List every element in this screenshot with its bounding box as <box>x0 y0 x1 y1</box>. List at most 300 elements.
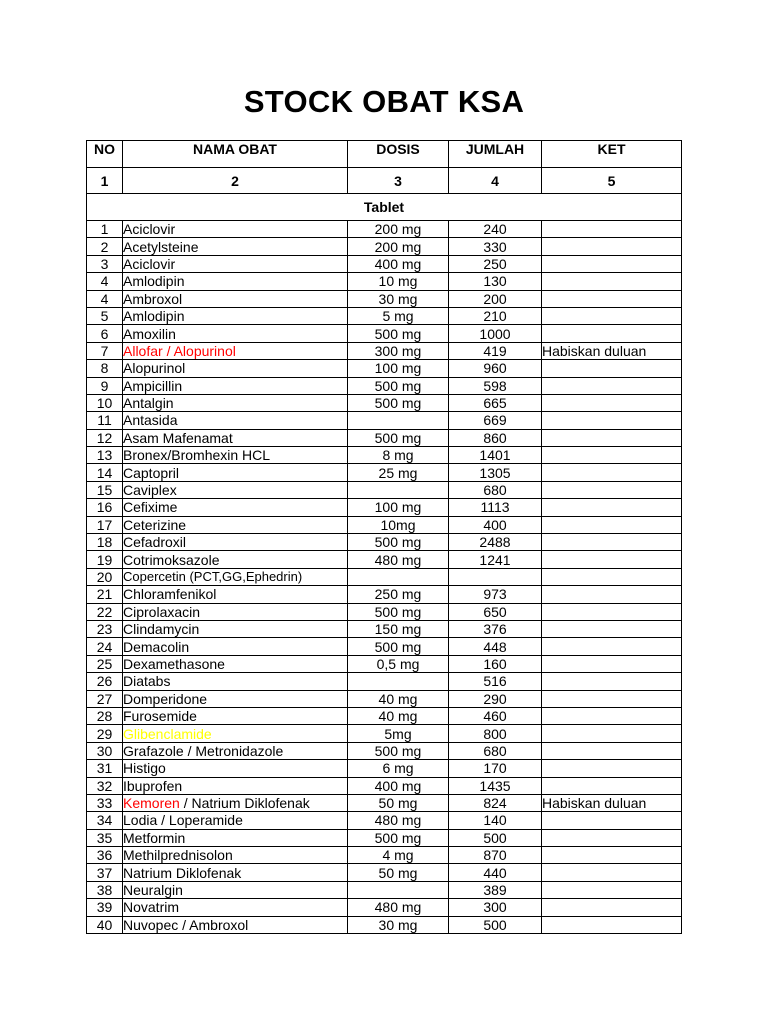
row-number: 16 <box>87 499 123 516</box>
medicine-name-text: Natrium Diklofenak <box>123 864 242 881</box>
medicine-name-text: Bronex/Bromhexin HCL <box>123 447 271 464</box>
dosage: 500 mg <box>348 377 449 394</box>
table-row <box>87 499 682 516</box>
dosage: 30 mg <box>348 916 449 933</box>
table-row <box>87 412 682 429</box>
note <box>542 499 682 516</box>
dosage: 500 mg <box>348 638 449 655</box>
quantity: 1000 <box>449 325 542 342</box>
dosage: 500 mg <box>348 742 449 759</box>
table-row <box>87 760 682 777</box>
dosage: 200 mg <box>348 221 449 238</box>
table-row <box>87 360 682 377</box>
medicine-name-text: Alopurinol <box>123 360 186 377</box>
medicine-name <box>123 499 348 516</box>
medicine-name <box>123 447 348 464</box>
medicine-name <box>123 534 348 551</box>
medicine-name <box>123 847 348 864</box>
note <box>542 481 682 498</box>
quantity: 800 <box>449 725 542 742</box>
note <box>542 325 682 342</box>
column-number: 4 <box>449 168 542 194</box>
note <box>542 742 682 759</box>
medicine-name-text: Clindamycin <box>123 621 200 638</box>
quantity: 960 <box>449 360 542 377</box>
note <box>542 534 682 551</box>
quantity: 170 <box>449 760 542 777</box>
table-row <box>87 551 682 568</box>
medicine-name <box>123 516 348 533</box>
row-number: 34 <box>87 812 123 829</box>
medicine-name <box>123 464 348 481</box>
quantity: 598 <box>449 377 542 394</box>
medicine-name <box>123 620 348 637</box>
header-jumlah: JUMLAH <box>449 141 542 168</box>
medicine-name <box>123 655 348 672</box>
medicine-name-text: Aciclovir <box>123 221 176 238</box>
medicine-name <box>123 377 348 394</box>
quantity: 240 <box>449 221 542 238</box>
note <box>542 777 682 794</box>
row-number: 5 <box>87 307 123 324</box>
table-row <box>87 586 682 603</box>
medicine-name <box>123 325 348 342</box>
medicine-name <box>123 707 348 724</box>
medicine-name-text: Copercetin (PCT,GG,Ephedrin) <box>123 569 303 584</box>
quantity: 500 <box>449 916 542 933</box>
quantity: 680 <box>449 481 542 498</box>
dosage: 480 mg <box>348 812 449 829</box>
medicine-name-text: Furosemide <box>123 708 197 725</box>
dosage: 500 mg <box>348 429 449 446</box>
row-number: 38 <box>87 881 123 898</box>
medicine-name-text: Acetylsteine <box>123 238 199 255</box>
medicine-name <box>123 290 348 307</box>
table-row <box>87 255 682 272</box>
section-label: Tablet <box>87 194 682 221</box>
column-number: 5 <box>542 168 682 194</box>
row-number: 7 <box>87 342 123 359</box>
note <box>542 586 682 603</box>
medicine-name-text: Cotrimoksazole <box>123 551 220 568</box>
row-number: 31 <box>87 760 123 777</box>
row-number: 37 <box>87 864 123 881</box>
quantity: 376 <box>449 620 542 637</box>
quantity: 389 <box>449 881 542 898</box>
medicine-name-text: Methilprednisolon <box>123 847 233 864</box>
medicine-name <box>123 916 348 933</box>
dosage: 30 mg <box>348 290 449 307</box>
table-row <box>87 290 682 307</box>
table-row <box>87 516 682 533</box>
quantity: 210 <box>449 307 542 324</box>
medicine-name-text: Antalgin <box>123 395 174 412</box>
quantity: 860 <box>449 429 542 446</box>
row-number: 23 <box>87 620 123 637</box>
medicine-name-text: Histigo <box>123 760 166 777</box>
row-number: 15 <box>87 481 123 498</box>
medicine-name <box>123 899 348 916</box>
dosage: 5 mg <box>348 307 449 324</box>
row-number: 14 <box>87 464 123 481</box>
header-row <box>87 141 682 168</box>
header-ket: KET <box>542 141 682 168</box>
dosage: 4 mg <box>348 847 449 864</box>
dosage: 25 mg <box>348 464 449 481</box>
dosage: 50 mg <box>348 864 449 881</box>
medicine-name-text: Caviplex <box>123 482 177 499</box>
medicine-name <box>123 812 348 829</box>
row-number: 10 <box>87 394 123 411</box>
note <box>542 551 682 568</box>
quantity: 419 <box>449 342 542 359</box>
table-row <box>87 603 682 620</box>
row-number: 1 <box>87 221 123 238</box>
row-number: 19 <box>87 551 123 568</box>
medicine-name <box>123 238 348 255</box>
dosage: 500 mg <box>348 829 449 846</box>
dosage: 400 mg <box>348 255 449 272</box>
medicine-name-text: Glibenclamide <box>123 725 212 742</box>
dosage: 500 mg <box>348 534 449 551</box>
table-row <box>87 742 682 759</box>
note <box>542 273 682 290</box>
medicine-name-text: Ceterizine <box>123 516 187 533</box>
medicine-name <box>123 829 348 846</box>
table-row <box>87 916 682 933</box>
row-number: 4 <box>87 290 123 307</box>
medicine-name <box>123 429 348 446</box>
medicine-name-text: Neuralgin <box>123 882 183 899</box>
row-number: 33 <box>87 794 123 811</box>
quantity: 448 <box>449 638 542 655</box>
quantity <box>449 568 542 585</box>
dosage <box>348 481 449 498</box>
note: Habiskan duluan <box>542 342 682 359</box>
quantity: 500 <box>449 829 542 846</box>
medicine-name-text: Amlodipin <box>123 308 185 325</box>
dosage: 500 mg <box>348 603 449 620</box>
quantity: 250 <box>449 255 542 272</box>
medicine-name-text: Chloramfenikol <box>123 586 217 603</box>
note <box>542 412 682 429</box>
medicine-name <box>123 360 348 377</box>
quantity: 290 <box>449 690 542 707</box>
table-body <box>87 194 682 934</box>
dosage: 300 mg <box>348 342 449 359</box>
medicine-name <box>123 273 348 290</box>
medicine-name <box>123 638 348 655</box>
medicine-name <box>123 673 348 690</box>
note <box>542 881 682 898</box>
medicine-name-text: Cefadroxil <box>123 534 187 551</box>
quantity: 1401 <box>449 447 542 464</box>
quantity: 400 <box>449 516 542 533</box>
note: Habiskan duluan <box>542 794 682 811</box>
medicine-name-text: Diatabs <box>123 673 171 690</box>
medicine-name-text: Ciprolaxacin <box>123 603 201 620</box>
page-title: STOCK OBAT KSA <box>243 84 525 119</box>
medicine-name <box>123 568 348 585</box>
medicine-name <box>123 342 348 359</box>
row-number: 2 <box>87 238 123 255</box>
table-row <box>87 394 682 411</box>
table-row <box>87 707 682 724</box>
dosage: 480 mg <box>348 899 449 916</box>
row-number: 26 <box>87 673 123 690</box>
note <box>542 238 682 255</box>
header-nama-obat: NAMA OBAT <box>123 141 348 168</box>
dosage: 480 mg <box>348 551 449 568</box>
medicine-name-text: Asam Mafenamat <box>123 429 233 446</box>
medicine-name <box>123 742 348 759</box>
quantity: 460 <box>449 707 542 724</box>
dosage: 400 mg <box>348 777 449 794</box>
medicine-name-text: Ambroxol <box>123 290 183 307</box>
row-number: 39 <box>87 899 123 916</box>
row-number: 21 <box>87 586 123 603</box>
dosage: 100 mg <box>348 360 449 377</box>
quantity: 1113 <box>449 499 542 516</box>
dosage: 5mg <box>348 725 449 742</box>
row-number: 30 <box>87 742 123 759</box>
note <box>542 638 682 655</box>
medicine-name-text: Amoxilin <box>123 325 176 342</box>
quantity: 200 <box>449 290 542 307</box>
note <box>542 603 682 620</box>
medicine-name-text: Dexamethasone <box>123 655 225 672</box>
medicine-name-text: Lodia / Loperamide <box>123 812 243 829</box>
medicine-name <box>123 690 348 707</box>
table-row <box>87 238 682 255</box>
quantity: 140 <box>449 812 542 829</box>
medicine-name <box>123 481 348 498</box>
quantity: 2488 <box>449 534 542 551</box>
table-row <box>87 221 682 238</box>
quantity: 516 <box>449 673 542 690</box>
medicine-name <box>123 725 348 742</box>
row-number: 28 <box>87 707 123 724</box>
dosage: 10mg <box>348 516 449 533</box>
medicine-name <box>123 586 348 603</box>
medicine-name <box>123 777 348 794</box>
note <box>542 760 682 777</box>
medicine-name-text: Cefixime <box>123 499 178 516</box>
note <box>542 655 682 672</box>
dosage: 100 mg <box>348 499 449 516</box>
note <box>542 864 682 881</box>
row-number: 6 <box>87 325 123 342</box>
dosage <box>348 673 449 690</box>
dosage: 50 mg <box>348 794 449 811</box>
quantity: 824 <box>449 794 542 811</box>
table-row <box>87 899 682 916</box>
medicine-name <box>123 551 348 568</box>
table-row <box>87 655 682 672</box>
row-number: 25 <box>87 655 123 672</box>
column-number: 1 <box>87 168 123 194</box>
quantity: 1241 <box>449 551 542 568</box>
table-row <box>87 307 682 324</box>
note <box>542 568 682 585</box>
table-row <box>87 534 682 551</box>
medicine-name-text: Ibuprofen <box>123 777 183 794</box>
medicine-name <box>123 760 348 777</box>
medicine-name <box>123 394 348 411</box>
table-row <box>87 864 682 881</box>
dosage: 0,5 mg <box>348 655 449 672</box>
note <box>542 673 682 690</box>
table-row <box>87 464 682 481</box>
medicine-name <box>123 881 348 898</box>
note <box>542 516 682 533</box>
medicine-name-text: Metformin <box>123 829 186 846</box>
note <box>542 307 682 324</box>
quantity: 973 <box>449 586 542 603</box>
note <box>542 429 682 446</box>
table-row <box>87 377 682 394</box>
dosage <box>348 568 449 585</box>
medicine-name-text: Nuvopec / Ambroxol <box>123 916 249 933</box>
quantity: 650 <box>449 603 542 620</box>
table-row <box>87 794 682 811</box>
note <box>542 394 682 411</box>
note <box>542 290 682 307</box>
header-dosis: DOSIS <box>348 141 449 168</box>
section-row <box>87 194 682 221</box>
row-number: 24 <box>87 638 123 655</box>
medicine-name-text: Captopril <box>123 464 180 481</box>
column-number: 2 <box>123 168 348 194</box>
row-number: 4 <box>87 273 123 290</box>
row-number: 40 <box>87 916 123 933</box>
medicine-name <box>123 412 348 429</box>
column-number-row <box>87 168 682 194</box>
row-number: 11 <box>87 412 123 429</box>
table-row <box>87 638 682 655</box>
dosage: 8 mg <box>348 447 449 464</box>
medicine-name-text: Antasida <box>123 412 178 429</box>
note <box>542 360 682 377</box>
medicine-name <box>123 603 348 620</box>
medicine-name <box>123 794 348 811</box>
note <box>542 464 682 481</box>
table-row <box>87 568 682 585</box>
dosage: 40 mg <box>348 707 449 724</box>
note <box>542 707 682 724</box>
note <box>542 916 682 933</box>
row-number: 3 <box>87 255 123 272</box>
row-number: 12 <box>87 429 123 446</box>
table-row <box>87 673 682 690</box>
quantity: 330 <box>449 238 542 255</box>
row-number: 9 <box>87 377 123 394</box>
medicine-name-text: Amlodipin <box>123 273 185 290</box>
quantity: 1305 <box>449 464 542 481</box>
table-row <box>87 273 682 290</box>
table-row <box>87 481 682 498</box>
dosage: 500 mg <box>348 325 449 342</box>
quantity: 300 <box>449 899 542 916</box>
row-number: 32 <box>87 777 123 794</box>
table-row <box>87 725 682 742</box>
note <box>542 829 682 846</box>
table-row <box>87 342 682 359</box>
row-number: 27 <box>87 690 123 707</box>
table-row <box>87 812 682 829</box>
row-number: 35 <box>87 829 123 846</box>
dosage: 500 mg <box>348 394 449 411</box>
quantity: 669 <box>449 412 542 429</box>
dosage: 40 mg <box>348 690 449 707</box>
quantity: 680 <box>449 742 542 759</box>
medicine-name-text: Allofar / Alopurinol <box>123 342 236 359</box>
medicine-name-text: Domperidone <box>123 690 208 707</box>
dosage: 200 mg <box>348 238 449 255</box>
dosage <box>348 412 449 429</box>
quantity: 130 <box>449 273 542 290</box>
note <box>542 620 682 637</box>
row-number: 22 <box>87 603 123 620</box>
table-row <box>87 429 682 446</box>
table-row <box>87 447 682 464</box>
quantity: 1435 <box>449 777 542 794</box>
row-number: 20 <box>87 568 123 585</box>
note <box>542 899 682 916</box>
dosage: 150 mg <box>348 620 449 637</box>
note <box>542 725 682 742</box>
row-number: 13 <box>87 447 123 464</box>
header-no: NO <box>87 141 123 168</box>
row-number: 17 <box>87 516 123 533</box>
quantity: 870 <box>449 847 542 864</box>
medicine-name-rest: / Natrium Diklofenak <box>179 795 310 812</box>
stock-table <box>86 140 682 934</box>
row-number: 36 <box>87 847 123 864</box>
medicine-name-text: Aciclovir <box>123 255 176 272</box>
table-row <box>87 777 682 794</box>
medicine-name-text: Demacolin <box>123 638 190 655</box>
quantity: 665 <box>449 394 542 411</box>
table-row <box>87 325 682 342</box>
note <box>542 690 682 707</box>
dosage: 250 mg <box>348 586 449 603</box>
note <box>542 221 682 238</box>
dosage <box>348 881 449 898</box>
medicine-name <box>123 255 348 272</box>
note <box>542 812 682 829</box>
medicine-name <box>123 221 348 238</box>
dosage: 10 mg <box>348 273 449 290</box>
row-number: 8 <box>87 360 123 377</box>
quantity: 160 <box>449 655 542 672</box>
table-row <box>87 829 682 846</box>
quantity: 440 <box>449 864 542 881</box>
dosage: 6 mg <box>348 760 449 777</box>
medicine-name <box>123 864 348 881</box>
row-number: 18 <box>87 534 123 551</box>
note <box>542 847 682 864</box>
medicine-name <box>123 307 348 324</box>
note <box>542 377 682 394</box>
medicine-name-text: Grafazole / Metronidazole <box>123 742 284 759</box>
note <box>542 447 682 464</box>
table-row <box>87 847 682 864</box>
table-row <box>87 620 682 637</box>
medicine-name-text: Kemoren <box>123 795 180 812</box>
table-row <box>87 881 682 898</box>
column-number: 3 <box>348 168 449 194</box>
